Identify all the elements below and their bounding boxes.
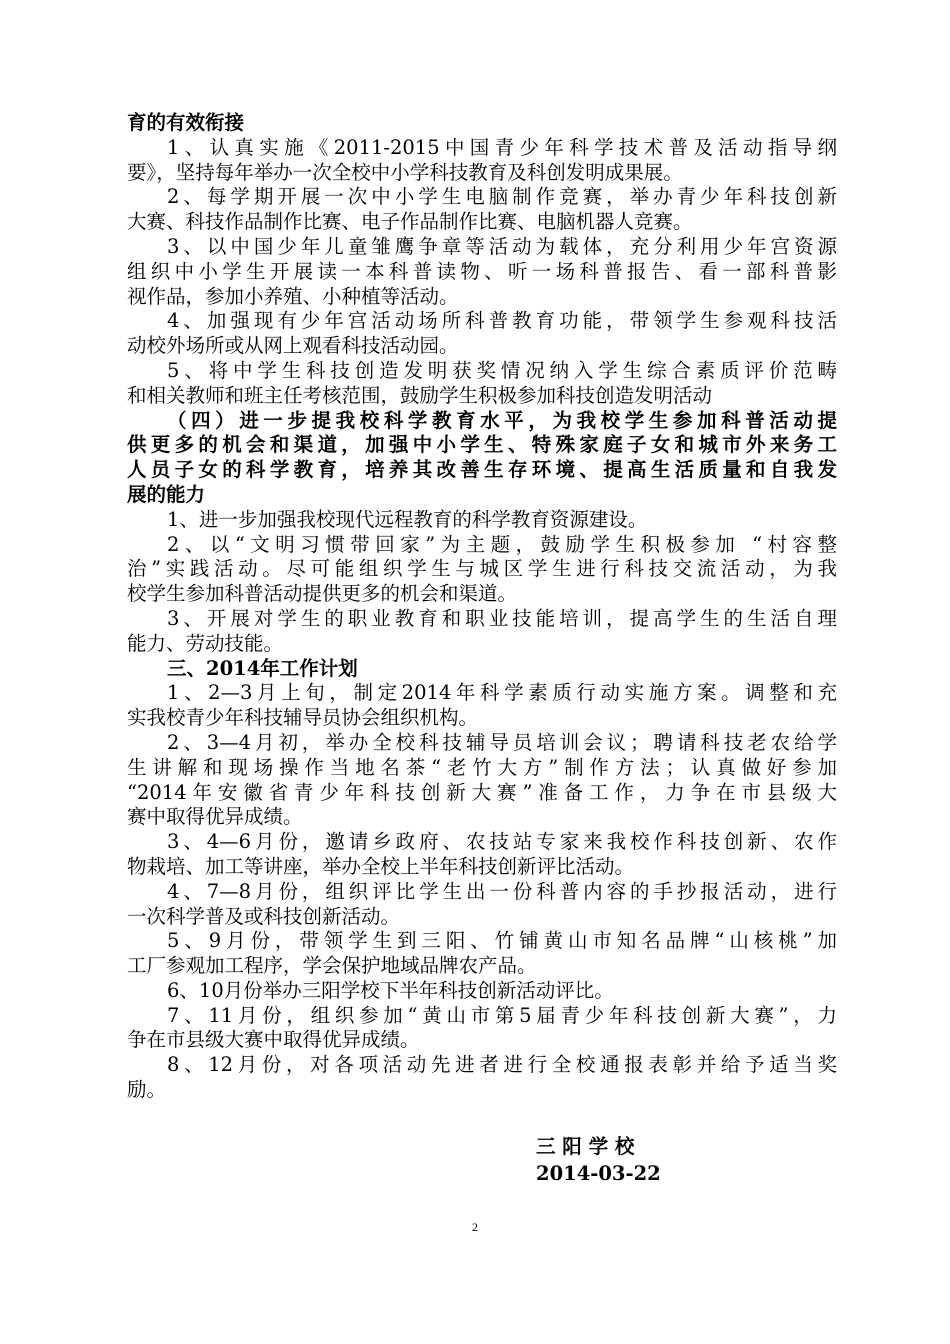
text-line: 展的能力: [127, 482, 206, 506]
text-line: 励。: [127, 1078, 167, 1102]
text-line: （四）进一步提我校科学教育水平，为我校学生参加科普活动提: [167, 408, 837, 432]
text-line: 3、开展对学生的职业教育和职业技能培训，提高学生的生活自理: [167, 606, 837, 630]
text-line: 实我校青少年科技辅导员协会组织机构。: [127, 706, 479, 730]
text-line: 物栽培、加工等讲座，举办全校上半年科技创新评比活动。: [127, 854, 635, 878]
text-line: “2014年安徽省青少年科技创新大赛”准备工作，力争在市县级大: [127, 780, 837, 804]
text-line: 要》，坚持每年举办一次全校中小学科技教育及科创发明成果展。: [127, 160, 683, 184]
text-line: 能力、劳动技能。: [127, 631, 284, 655]
text-line: 生讲解和现场操作当地名茶“老竹大方”制作方法；认真做好参加: [127, 755, 837, 779]
document-body: [127, 111, 837, 1103]
page-number: 2: [472, 1220, 478, 1234]
text-line: 争在市县级大赛中取得优异成绩。: [127, 1028, 420, 1052]
text-line: 4、7—8月份，组织评比学生出一份科普内容的手抄报活动，进行: [167, 879, 837, 903]
text-line: 2、以“文明习惯带回家”为主题，鼓励学生积极参加 “村容整: [167, 532, 837, 556]
text-line: 校学生参加科普活动提供更多的机会和渠道。: [127, 582, 518, 606]
text-line: 动校外场所或从网上观看科技活动园。: [127, 334, 459, 358]
text-line: 7、11月份，组织参加“黄山市第5届青少年科技创新大赛”，力: [167, 1003, 837, 1027]
text-line: 组织中小学生开展读一本科普读物、听一场科普报告、看一部科普影: [127, 259, 837, 283]
text-line: 和相关教师和班主任考核范围，鼓励学生积极参加科技创造发明活动: [127, 383, 713, 407]
text-line: 1、认真实施《2011-2015中国青少年科学技术普及活动指导纲: [167, 135, 837, 159]
text-line: 视作品，参加小养殖、小种植等活动。: [127, 284, 459, 308]
text-line: 赛中取得优异成绩。: [127, 805, 303, 829]
text-line: 大赛、科技作品制作比赛、电子作品制作比赛、电脑机器人竞赛。: [127, 210, 693, 234]
text-line: 一次科学普及或科技创新活动。: [127, 904, 401, 928]
text-line: 供更多的机会和渠道，加强中小学生、特殊家庭子女和城市外来务工: [127, 433, 837, 457]
signature-org: 三 阳 学 校: [536, 1135, 635, 1158]
text-line: 1、进一步加强我校现代远程教育的科学教育资源建设。: [167, 507, 648, 531]
text-line: 4、加强现有少年宫活动场所科普教育功能，带领学生参观科技活: [167, 309, 837, 333]
text-line: 5、9月份，带领学生到三阳、竹铺黄山市知名品牌“山核桃”加: [167, 929, 837, 953]
text-line: 育的有效衔接: [127, 111, 245, 134]
text-line: 工厂参观加工程序，学会保护地域品牌农产品。: [127, 954, 537, 978]
text-line: 治”实践活动。尽可能组织学生与城区学生进行科技交流活动，为我: [127, 557, 837, 581]
text-line: 5、将中学生科技创造发明获奖情况纳入学生综合素质评价范畴: [167, 358, 837, 382]
signature-date: 2014-03-22: [536, 1162, 661, 1185]
text-line: 3、4—6月份，邀请乡政府、农技站专家来我校作科技创新、农作: [167, 830, 837, 854]
text-line: 三、2014年工作计划: [167, 656, 358, 680]
text-line: 2、每学期开展一次中小学生电脑制作竞赛，举办青少年科技创新: [167, 185, 837, 209]
text-line: 6、10月份举办三阳学校下半年科技创新活动评比。: [167, 978, 614, 1002]
text-line: 3、以中国少年儿童雏鹰争章等活动为载体，充分利用少年宫资源: [167, 234, 837, 258]
text-line: 1、2—3月上旬，制定2014年科学素质行动实施方案。调整和充: [167, 681, 837, 705]
text-line: 2、3—4月初，举办全校科技辅导员培训会议；聘请科技老农给学: [167, 730, 837, 754]
text-line: 人员子女的科学教育，培养其改善生存环境、提高生活质量和自我发: [127, 458, 837, 482]
text-line: 8、12月份，对各项活动先进者进行全校通报表彰并给予适当奖: [167, 1053, 837, 1077]
